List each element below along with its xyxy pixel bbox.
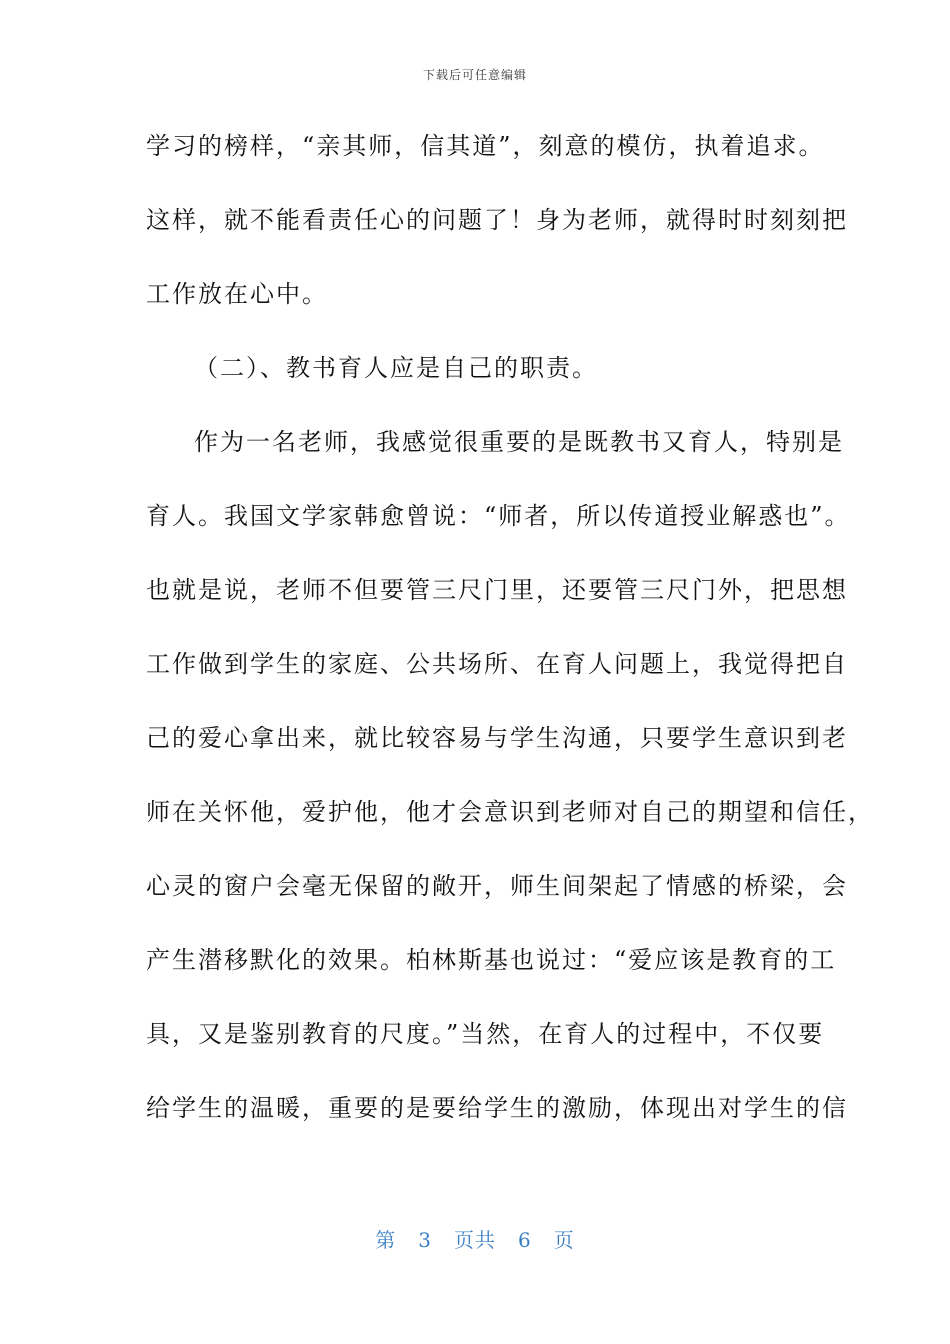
text-line: 工作放在心中。 bbox=[146, 280, 328, 308]
paragraph-start-line: 作为一名老师，我感觉很重要的是既教书又育人，特别是 bbox=[194, 428, 844, 456]
text-line: 师在关怀他，爱护他，他才会意识到老师对自己的期望和信任， bbox=[146, 798, 874, 826]
text-line: 这样，就不能看责任心的问题了！身为老师，就得时时刻刻把 bbox=[146, 206, 848, 234]
text-line: 也就是说，老师不但要管三尺门里，还要管三尺门外，把思想 bbox=[146, 576, 848, 604]
text-line: 心灵的窗户会毫无保留的敞开，师生间架起了情感的桥梁，会 bbox=[146, 872, 848, 900]
text-line: 己的爱心拿出来，就比较容易与学生沟通，只要学生意识到老 bbox=[146, 724, 848, 752]
text-line: 工作做到学生的家庭、公共场所、在育人问题上，我觉得把自 bbox=[146, 650, 848, 678]
section-heading: （二）、教书育人应是自己的职责。 bbox=[194, 354, 598, 382]
text-line: 具，又是鉴别教育的尺度。”当然，在育人的过程中，不仅要 bbox=[146, 1020, 825, 1048]
text-line: 产生潜移默化的效果。柏林斯基也说过：“爱应该是教育的工 bbox=[146, 946, 837, 974]
footer-middle: 页共 bbox=[454, 1228, 496, 1252]
footer-prefix: 第 bbox=[375, 1228, 397, 1252]
page-header: 下载后可任意编辑 bbox=[422, 68, 527, 82]
text-line: 学习的榜样，“亲其师，信其道”，刻意的模仿，执着追求。 bbox=[146, 132, 825, 160]
text-line: 育人。我国文学家韩愈曾说：“师者，所以传道授业解惑也”。 bbox=[146, 502, 851, 530]
text-line: 给学生的温暖，重要的是要给学生的激励，体现出对学生的信 bbox=[146, 1094, 848, 1122]
footer-suffix: 页 bbox=[553, 1228, 575, 1252]
page-footer bbox=[0, 1224, 950, 1253]
total-pages-number: 6 bbox=[518, 1228, 532, 1252]
document-body bbox=[146, 116, 874, 1152]
current-page-number: 3 bbox=[418, 1228, 432, 1252]
